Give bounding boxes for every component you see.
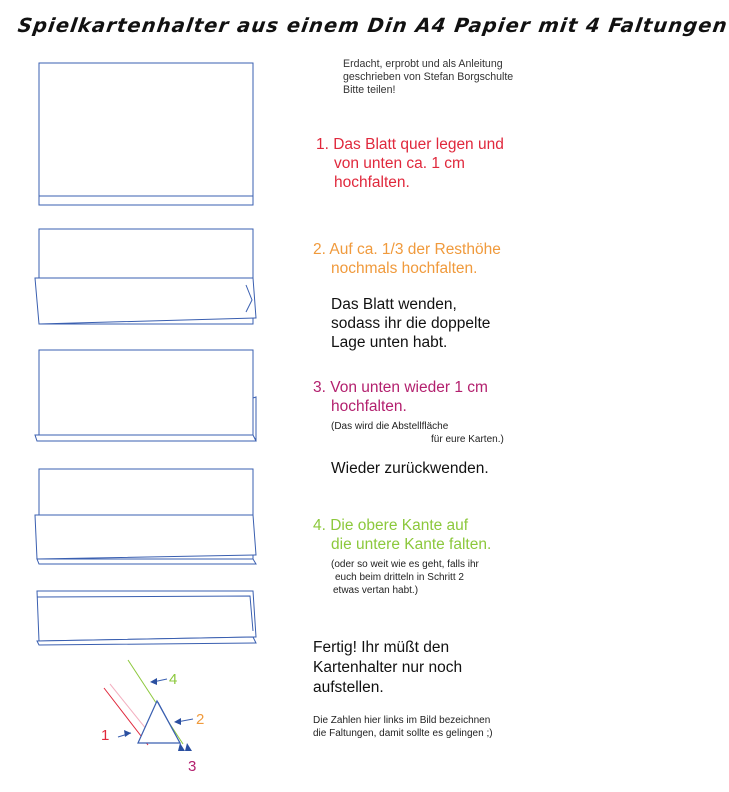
note-line: für eure Karten.) — [431, 434, 504, 445]
page-title: Spielkartenhalter aus einem Din A4 Papier mit 4 Faltungen — [16, 14, 729, 37]
note-line: (Das wird die Abstellfläche — [331, 421, 449, 432]
note-line: Die Zahlen hier links im Bild bezeichnen — [313, 715, 491, 726]
fold-label-2: 2 — [196, 711, 205, 728]
step-line: nochmals hochfalten. — [331, 260, 478, 277]
illustration-step-1 — [39, 63, 253, 205]
step-line: Lage unten habt. — [331, 334, 448, 351]
step-line: hochfalten. — [334, 174, 410, 191]
step-line: sodass ihr die doppelte — [331, 315, 491, 332]
arrow-3-head — [185, 743, 192, 751]
folded-flap — [35, 278, 256, 324]
folded-flap — [35, 515, 256, 559]
illustration-step-3 — [35, 350, 256, 441]
credit-line: Erdacht, erprobt und als Anleitung — [343, 58, 503, 70]
step-4-instruction — [313, 516, 491, 554]
note-line: die Faltungen, damit sollte es gelingen ;) — [313, 728, 493, 739]
illustration-step-5 — [37, 591, 256, 645]
fold-diagram — [101, 660, 204, 775]
step-line: 4. Die obere Kante auf — [313, 517, 469, 534]
folded-strip — [37, 559, 256, 564]
arrow-1-head — [124, 730, 131, 737]
arrow-3-head — [178, 743, 185, 751]
final-instruction — [313, 638, 462, 698]
paper-sheet — [39, 63, 253, 196]
note-line: etwas vertan habt.) — [333, 585, 419, 596]
note-line: euch beim dritteln in Schritt 2 — [335, 572, 464, 583]
side-fold — [253, 397, 256, 440]
illustration-step-2 — [35, 229, 256, 324]
holder-triangle — [138, 701, 180, 743]
illustration-step-4 — [35, 469, 256, 564]
folded-strip — [39, 196, 253, 205]
step-4-note — [331, 558, 479, 597]
paper-sheet — [39, 350, 253, 435]
fold-label-1: 1 — [101, 727, 110, 744]
arrow-4-head — [150, 678, 157, 685]
credit-line: geschrieben von Stefan Borgschulte — [343, 71, 514, 83]
arrow-2-head — [174, 718, 181, 725]
paper-sheet — [37, 591, 256, 641]
step-1-instruction — [316, 135, 504, 192]
step-line: 3. Von unten wieder 1 cm — [313, 379, 488, 396]
step-3-note — [331, 420, 504, 446]
turn-instruction-2: Wieder zurückwenden. — [331, 460, 489, 477]
step-line: Fertig! Ihr müßt den — [313, 639, 450, 656]
note-line: (oder so weit wie es geht, falls ihr — [331, 559, 479, 570]
step-line: 1. Das Blatt quer legen und — [316, 136, 504, 153]
step-line: Das Blatt wenden, — [331, 296, 457, 313]
step-2-instruction — [313, 240, 501, 278]
fold-label-3: 3 — [188, 758, 197, 775]
credit-line: Bitte teilen! — [343, 84, 396, 96]
step-line: Kartenhalter nur noch — [313, 659, 463, 676]
folded-strip — [35, 435, 256, 441]
step-3-instruction — [313, 378, 488, 416]
footer-note — [313, 714, 493, 740]
fold-label-4: 4 — [169, 671, 178, 688]
step-line: von unten ca. 1 cm — [334, 155, 465, 172]
step-line: aufstellen. — [313, 679, 384, 696]
step-line: die untere Kante falten. — [331, 536, 492, 553]
step-line: hochfalten. — [331, 398, 407, 415]
turn-instruction-1 — [331, 295, 490, 352]
step-line: 2. Auf ca. 1/3 der Resthöhe — [313, 241, 501, 258]
